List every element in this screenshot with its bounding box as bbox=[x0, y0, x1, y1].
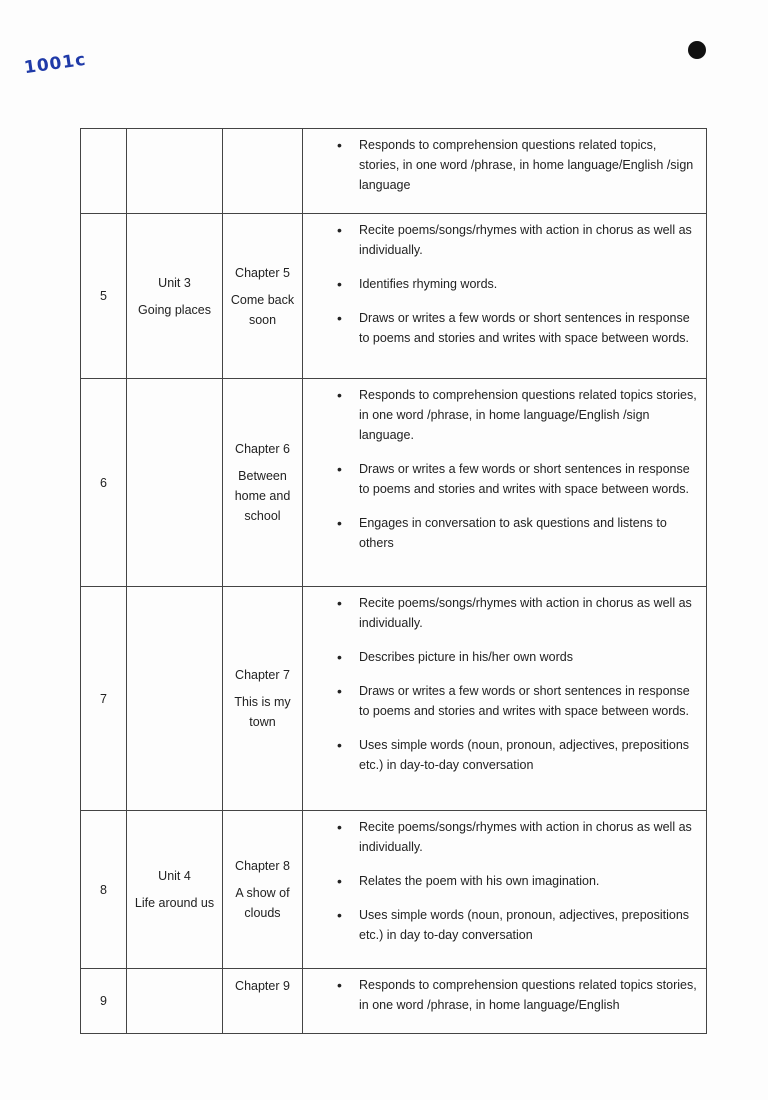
learning-outcomes-cell bbox=[303, 129, 707, 214]
unit-cell bbox=[127, 587, 223, 811]
table-row bbox=[81, 811, 707, 969]
row-number-cell bbox=[81, 811, 127, 969]
chapter-cell bbox=[223, 129, 303, 214]
outcomes-list bbox=[303, 975, 698, 1015]
row-number: 8 bbox=[100, 882, 107, 897]
row-number: 7 bbox=[100, 691, 107, 706]
chapter-cell bbox=[223, 969, 303, 1034]
table-row bbox=[81, 969, 707, 1034]
chapter-cell bbox=[223, 587, 303, 811]
row-number: 5 bbox=[100, 289, 107, 303]
row-number-cell bbox=[81, 587, 127, 811]
list-item: • Engages in conversation to ask questions and listens to others bbox=[359, 513, 698, 553]
punch-hole-mark bbox=[688, 41, 706, 59]
chapter-label: Chapter 8 bbox=[235, 859, 290, 873]
list-item: • Recite poems/songs/rhymes with action in chorus as well as individually. bbox=[359, 593, 698, 633]
chapter-label: Chapter 5 bbox=[235, 265, 290, 280]
unit-label: Unit 4 bbox=[158, 869, 191, 883]
unit-cell bbox=[127, 129, 223, 214]
row-number-cell bbox=[81, 379, 127, 587]
list-item: • Draws or writes a few words or short sentences in response to poems and stories and writes with space between words. bbox=[359, 308, 698, 348]
list-item: • Uses simple words (noun, pronoun, adjectives, prepositions etc.) in day to-day conversation bbox=[359, 905, 698, 945]
list-item: • Responds to comprehension questions related topics stories, in one word /phrase, in home language/English /sign language. bbox=[359, 385, 698, 445]
chapter-label: Chapter 6 bbox=[235, 442, 290, 456]
learning-outcomes-cell bbox=[303, 214, 707, 379]
list-item: • Uses simple words (noun, pronoun, adjectives, prepositions etc.) in day-to-day conversation bbox=[359, 735, 698, 775]
list-item: • Draws or writes a few words or short sentences in response to poems and stories and writes with space between words. bbox=[359, 681, 698, 721]
outcomes-list bbox=[303, 817, 698, 945]
unit-cell bbox=[127, 379, 223, 587]
row-number-cell bbox=[81, 214, 127, 379]
unit-cell bbox=[127, 214, 223, 379]
unit-cell bbox=[127, 969, 223, 1034]
table-row bbox=[81, 214, 707, 379]
list-item: • Recite poems/songs/rhymes with action in chorus as well as individually. bbox=[359, 817, 698, 857]
handwritten-note: 1001c bbox=[22, 49, 88, 79]
list-item: • Draws or writes a few words or short sentences in response to poems and stories and writes with space between words. bbox=[359, 459, 698, 499]
chapter-cell bbox=[223, 811, 303, 969]
chapter-name: Between home and school bbox=[234, 469, 291, 523]
row-number: 9 bbox=[100, 994, 107, 1008]
list-item: • Recite poems/songs/rhymes with action in chorus as well as individually. bbox=[359, 220, 698, 260]
syllabus-table bbox=[80, 128, 707, 1034]
list-item: • Responds to comprehension questions related topics stories, in one word /phrase, in home language/English bbox=[359, 975, 698, 1015]
list-item: • Identifies rhyming words. bbox=[359, 274, 698, 294]
outcomes-list bbox=[303, 220, 698, 348]
chapter-label: Chapter 7 bbox=[235, 668, 290, 682]
outcomes-list bbox=[303, 135, 698, 195]
unit-name: Life around us bbox=[134, 896, 215, 910]
list-item: • Relates the poem with his own imagination. bbox=[359, 871, 698, 891]
unit-label: Unit 3 bbox=[158, 275, 191, 290]
chapter-cell bbox=[223, 379, 303, 587]
unit-name: Going places bbox=[138, 302, 211, 317]
row-number: 6 bbox=[100, 475, 107, 490]
chapter-label: Chapter 9 bbox=[235, 979, 290, 993]
list-item: • Describes picture in his/her own words bbox=[359, 647, 698, 667]
row-number-cell bbox=[81, 969, 127, 1034]
chapter-name: This is my town bbox=[234, 695, 291, 729]
table-row bbox=[81, 129, 707, 214]
learning-outcomes-cell bbox=[303, 379, 707, 587]
table-row bbox=[81, 587, 707, 811]
table-row bbox=[81, 379, 707, 587]
learning-outcomes-cell bbox=[303, 811, 707, 969]
chapter-name: A show of clouds bbox=[235, 886, 290, 920]
learning-outcomes-cell bbox=[303, 969, 707, 1034]
chapter-name: Come back soon bbox=[230, 292, 295, 327]
outcomes-list bbox=[303, 593, 698, 775]
unit-cell bbox=[127, 811, 223, 969]
outcomes-list bbox=[303, 385, 698, 553]
learning-outcomes-cell bbox=[303, 587, 707, 811]
row-number-cell bbox=[81, 129, 127, 214]
list-item: • Responds to comprehension questions related topics, stories, in one word /phrase, in home language/English /sign language bbox=[359, 135, 698, 195]
chapter-cell bbox=[223, 214, 303, 379]
